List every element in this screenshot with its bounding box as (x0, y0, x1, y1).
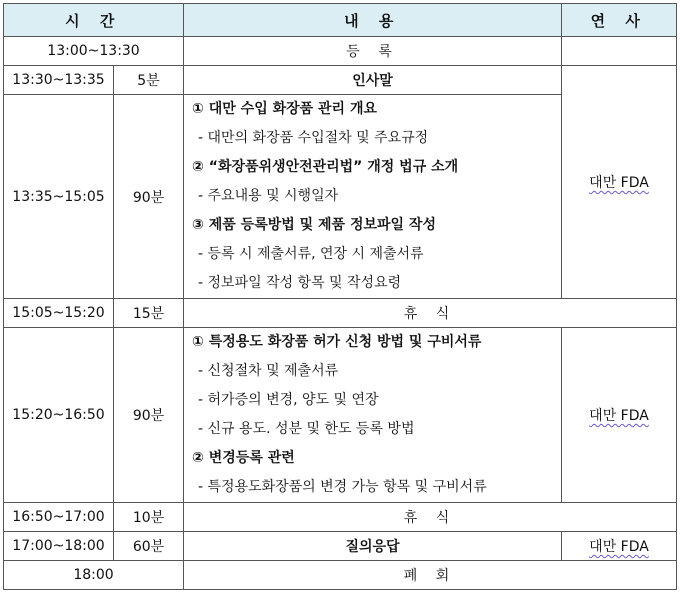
table-row (4, 37, 677, 66)
header-content: 내 용 (184, 4, 562, 37)
time-cell: 15:05~15:20 (4, 299, 114, 328)
content-cell: 휴 식 (184, 299, 677, 328)
table-row (4, 66, 677, 95)
section-heading: ① 대만 수입 화장품 관리 개요 (192, 101, 378, 117)
content-cell: 등 록 (184, 37, 562, 66)
list-item: - 신규 용도. 성분 및 한도 등록 방법 (198, 421, 415, 437)
content-cell (184, 95, 562, 299)
section-heading: ① 특정용도 화장품 허가 신청 방법 및 구비서류 (192, 334, 482, 350)
table-row (4, 503, 677, 532)
table-row (4, 532, 677, 561)
header-row (4, 4, 677, 37)
content-cell (184, 328, 562, 503)
speaker-cell (562, 37, 677, 66)
time-cell: 13:30~13:35 (4, 66, 114, 95)
table-row (4, 328, 677, 503)
schedule-table (3, 3, 677, 590)
section-heading: ② 변경등록 관련 (192, 450, 295, 466)
content-cell: 폐 회 (184, 561, 677, 590)
table-row (4, 299, 677, 328)
list-item: - 주요내용 및 시행일자 (198, 188, 339, 204)
list-item: - 등록 시 제출서류, 연장 시 제출서류 (198, 246, 424, 262)
list-item: - 특정용도화장품의 변경 가능 항목 및 구비서류 (198, 479, 487, 495)
list-item: - 신청절차 및 제출서류 (198, 363, 339, 379)
time-cell: 17:00~18:00 (4, 532, 114, 561)
duration-cell: 10분 (114, 503, 184, 532)
content-cell: 인사말 (184, 66, 562, 95)
time-cell: 13:35~15:05 (4, 95, 114, 299)
duration-cell: 15분 (114, 299, 184, 328)
speaker-name: 대만 FDA (589, 175, 649, 191)
speaker-cell (562, 532, 677, 561)
list-item: - 대만의 화장품 수입절차 및 주요규정 (198, 130, 429, 146)
speaker-name: 대만 FDA (589, 539, 649, 555)
duration-cell: 90분 (114, 95, 184, 299)
content-cell: 휴 식 (184, 503, 677, 532)
section-heading: ② “화장품위생안전관리법” 개정 법규 소개 (192, 159, 459, 175)
time-cell: 13:00~13:30 (4, 37, 184, 66)
content-cell: 질의응답 (184, 532, 562, 561)
time-cell: 16:50~17:00 (4, 503, 114, 532)
duration-cell: 90분 (114, 328, 184, 503)
speaker-cell (562, 328, 677, 503)
table-row (4, 561, 677, 590)
time-cell: 18:00 (4, 561, 184, 590)
list-item: - 허가증의 변경, 양도 및 연장 (198, 392, 379, 408)
duration-cell: 5분 (114, 66, 184, 95)
duration-cell: 60분 (114, 532, 184, 561)
header-time: 시 간 (4, 4, 184, 37)
header-speaker: 연 사 (562, 4, 677, 37)
time-cell: 15:20~16:50 (4, 328, 114, 503)
speaker-cell (562, 66, 677, 299)
list-item: - 정보파일 작성 항목 및 작성요령 (198, 275, 402, 291)
section-heading: ③ 제품 등록방법 및 제품 정보파일 작성 (192, 217, 436, 233)
speaker-name: 대만 FDA (589, 408, 649, 424)
